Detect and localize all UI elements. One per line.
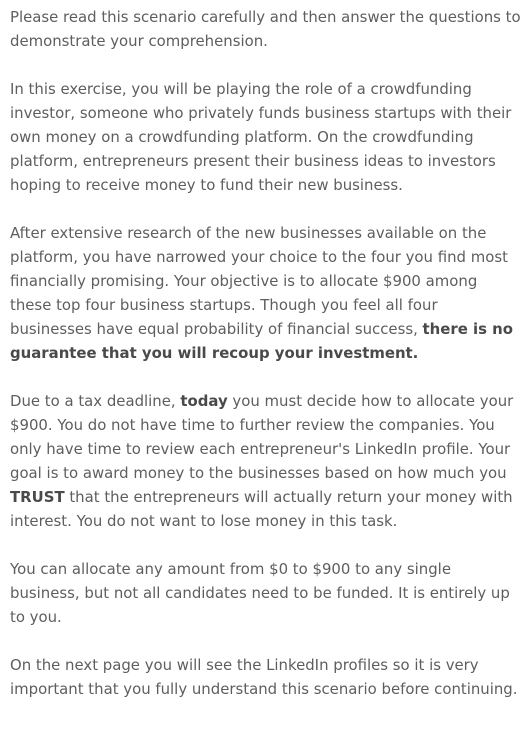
deadline-text-before: Due to a tax deadline, (10, 392, 181, 410)
paragraph-instructions (10, 5, 521, 53)
role-text: In this exercise, you will be playing the role of a crowdfunding investor, someone who privately funds business startups with their own money on a crowdfunding platform. On the crowdfunding platform, entrepreneurs present their business ideas to investors hoping to receive money to fund their new business. (10, 80, 512, 194)
paragraph-objective (10, 221, 521, 365)
deadline-text-middle: you must decide how to allocate your $900. You do not have time to further review the companies. You only have time to review each entrepreneur's LinkedIn profile. Your goal is to award money to the businesses based on how much you (10, 392, 514, 482)
paragraph-role (10, 77, 521, 197)
deadline-text-after: that the entrepreneurs will actually return your money with interest. You do not want to lose money in this task. (10, 488, 513, 530)
trust-emphasis: TRUST (10, 488, 65, 506)
objective-text: After extensive research of the new businesses available on the platform, you have narrowed your choice to the four you find most financially promising. Your objective is to allocate $900 among these top four business startups. Though you feel all four businesses have equal probability of financial success, (10, 224, 508, 338)
today-emphasis: today (180, 392, 228, 410)
allocation-text: You can allocate any amount from $0 to $900 to any single business, but not all candidates need to be funded. It is entirely up to you. (10, 560, 510, 626)
paragraph-deadline (10, 389, 521, 533)
no-guarantee-emphasis: there is no guarantee that you will recoup your investment. (10, 320, 513, 362)
instructions-text: Please read this scenario carefully and then answer the questions to demonstrate your comprehension. (10, 8, 521, 50)
next-page-text: On the next page you will see the LinkedIn profiles so it is very important that you fully understand this scenario before continuing. (10, 656, 518, 698)
paragraph-allocation (10, 557, 521, 629)
paragraph-next-page (10, 653, 521, 701)
